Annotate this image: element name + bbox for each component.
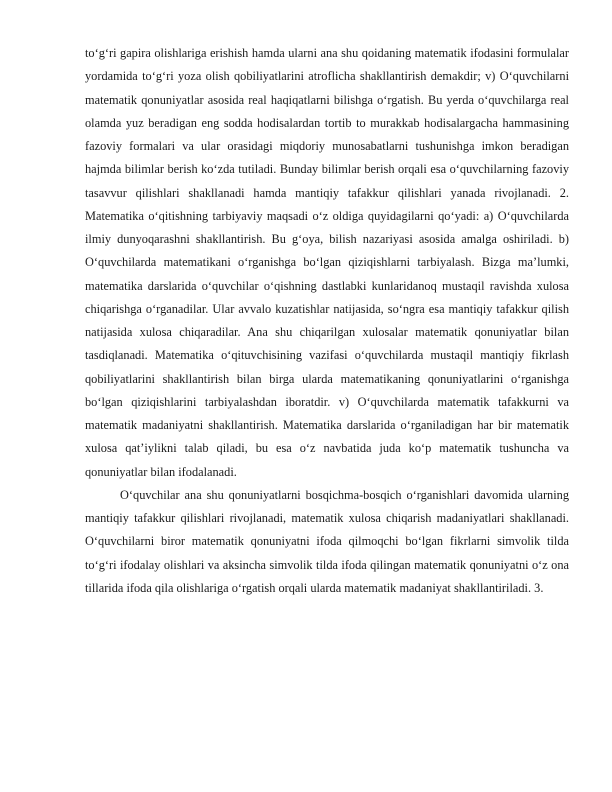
body-paragraph: O‘quvchilar ana shu qonuniyatlarni bosqichma-bosqich o‘rganishlari davomida ularning mantiqiy tafakkur qilishlari rivojlanadi, matematik xulosa chiqarish madaniyatlari shakllanadi. O‘quvchilarni biror matematik qonuniyatni ifoda qilmoqchi bo‘lgan fikrlarni simvolik tilda to‘g‘ri ifodalay olishlari va aksincha simvolik tilda ifoda qilingan matematik qonuniyatni o‘z ona tillarida ifoda qila olishlariga o‘rgatish orqali ularda matematik madaniyat shakllantiriladi. 3. xyxy=(85,487,569,595)
body-paragraph: to‘g‘ri gapira olishlariga erishish hamda ularni ana shu qoidaning matematik ifodasini formulalar yordamida to‘g‘ri yoza olish qobiliyatlarini atroflicha shakllantirish demakdir; v) O‘quvchilarni matematik qonuniyatlar asosida real haqiqatlarni bilishga o‘rgatish. Bu yerda o‘quvchilarga real olamda yuz beradigan eng sodda hodisalardan tortib to murakkab hodisalargacha hammasining fazoviy formalari va ular orasidagi miqdoriy munosabatlarni tushunishga imkon beradigan hajmda bilimlar berish ko‘zda tutiladi. Bunday bilimlar berish orqali esa o‘quvchilarning fazoviy tasavvur qilishlari shakllanadi hamda mantiqiy tafakkur qilishlari yanada rivojlanadi. 2. Matematika o‘qitishning tarbiyaviy maqsadi o‘z oldiga quyidagilarni qo‘yadi: a) O‘quvchilarda ilmiy dunyoqarashni shakllantirish. Bu g‘oya, bilish nazariyasi asosida amalga oshiriladi. b) O‘quvchilarda matematikani o‘rganishga bo‘lgan qiziqishlarni tarbiyalash. Bizga ma’lumki, matematika darslarida o‘quvchilar o‘qishning dastlabki kunlaridanoq mustaqil ravishda xulosa chiqarishga o‘rganadilar. Ular avvalo kuzatishlar natijasida, so‘ngra esa mantiqiy tafakkur qilish natijasida xulosa chiqaradilar. Ana shu chiqarilgan xulosalar matematik qonuniyatlar bilan tasdiqlanadi. Matematika o‘qituvchisining vazifasi o‘quvchilarda mustaqil mantiqiy fikrlash qobiliyatlarini shakllantirish bilan birga ularda matematikaning qonuniyatlarini o‘rganishga bo‘lgan qiziqishlarini tarbiyalashdan iboratdir. v) O‘quvchilarda matematik tafakkurni va matematik madaniyatni shakllantirish. Matematika darslarida o‘rganiladigan har bir matematik xulosa qat’iylikni talab qiladi, bu esa o‘z navbatida juda ko‘p matematik tushuncha va qonuniyatlar bilan ifodalanadi. xyxy=(85,46,569,479)
document-page xyxy=(85,42,569,600)
